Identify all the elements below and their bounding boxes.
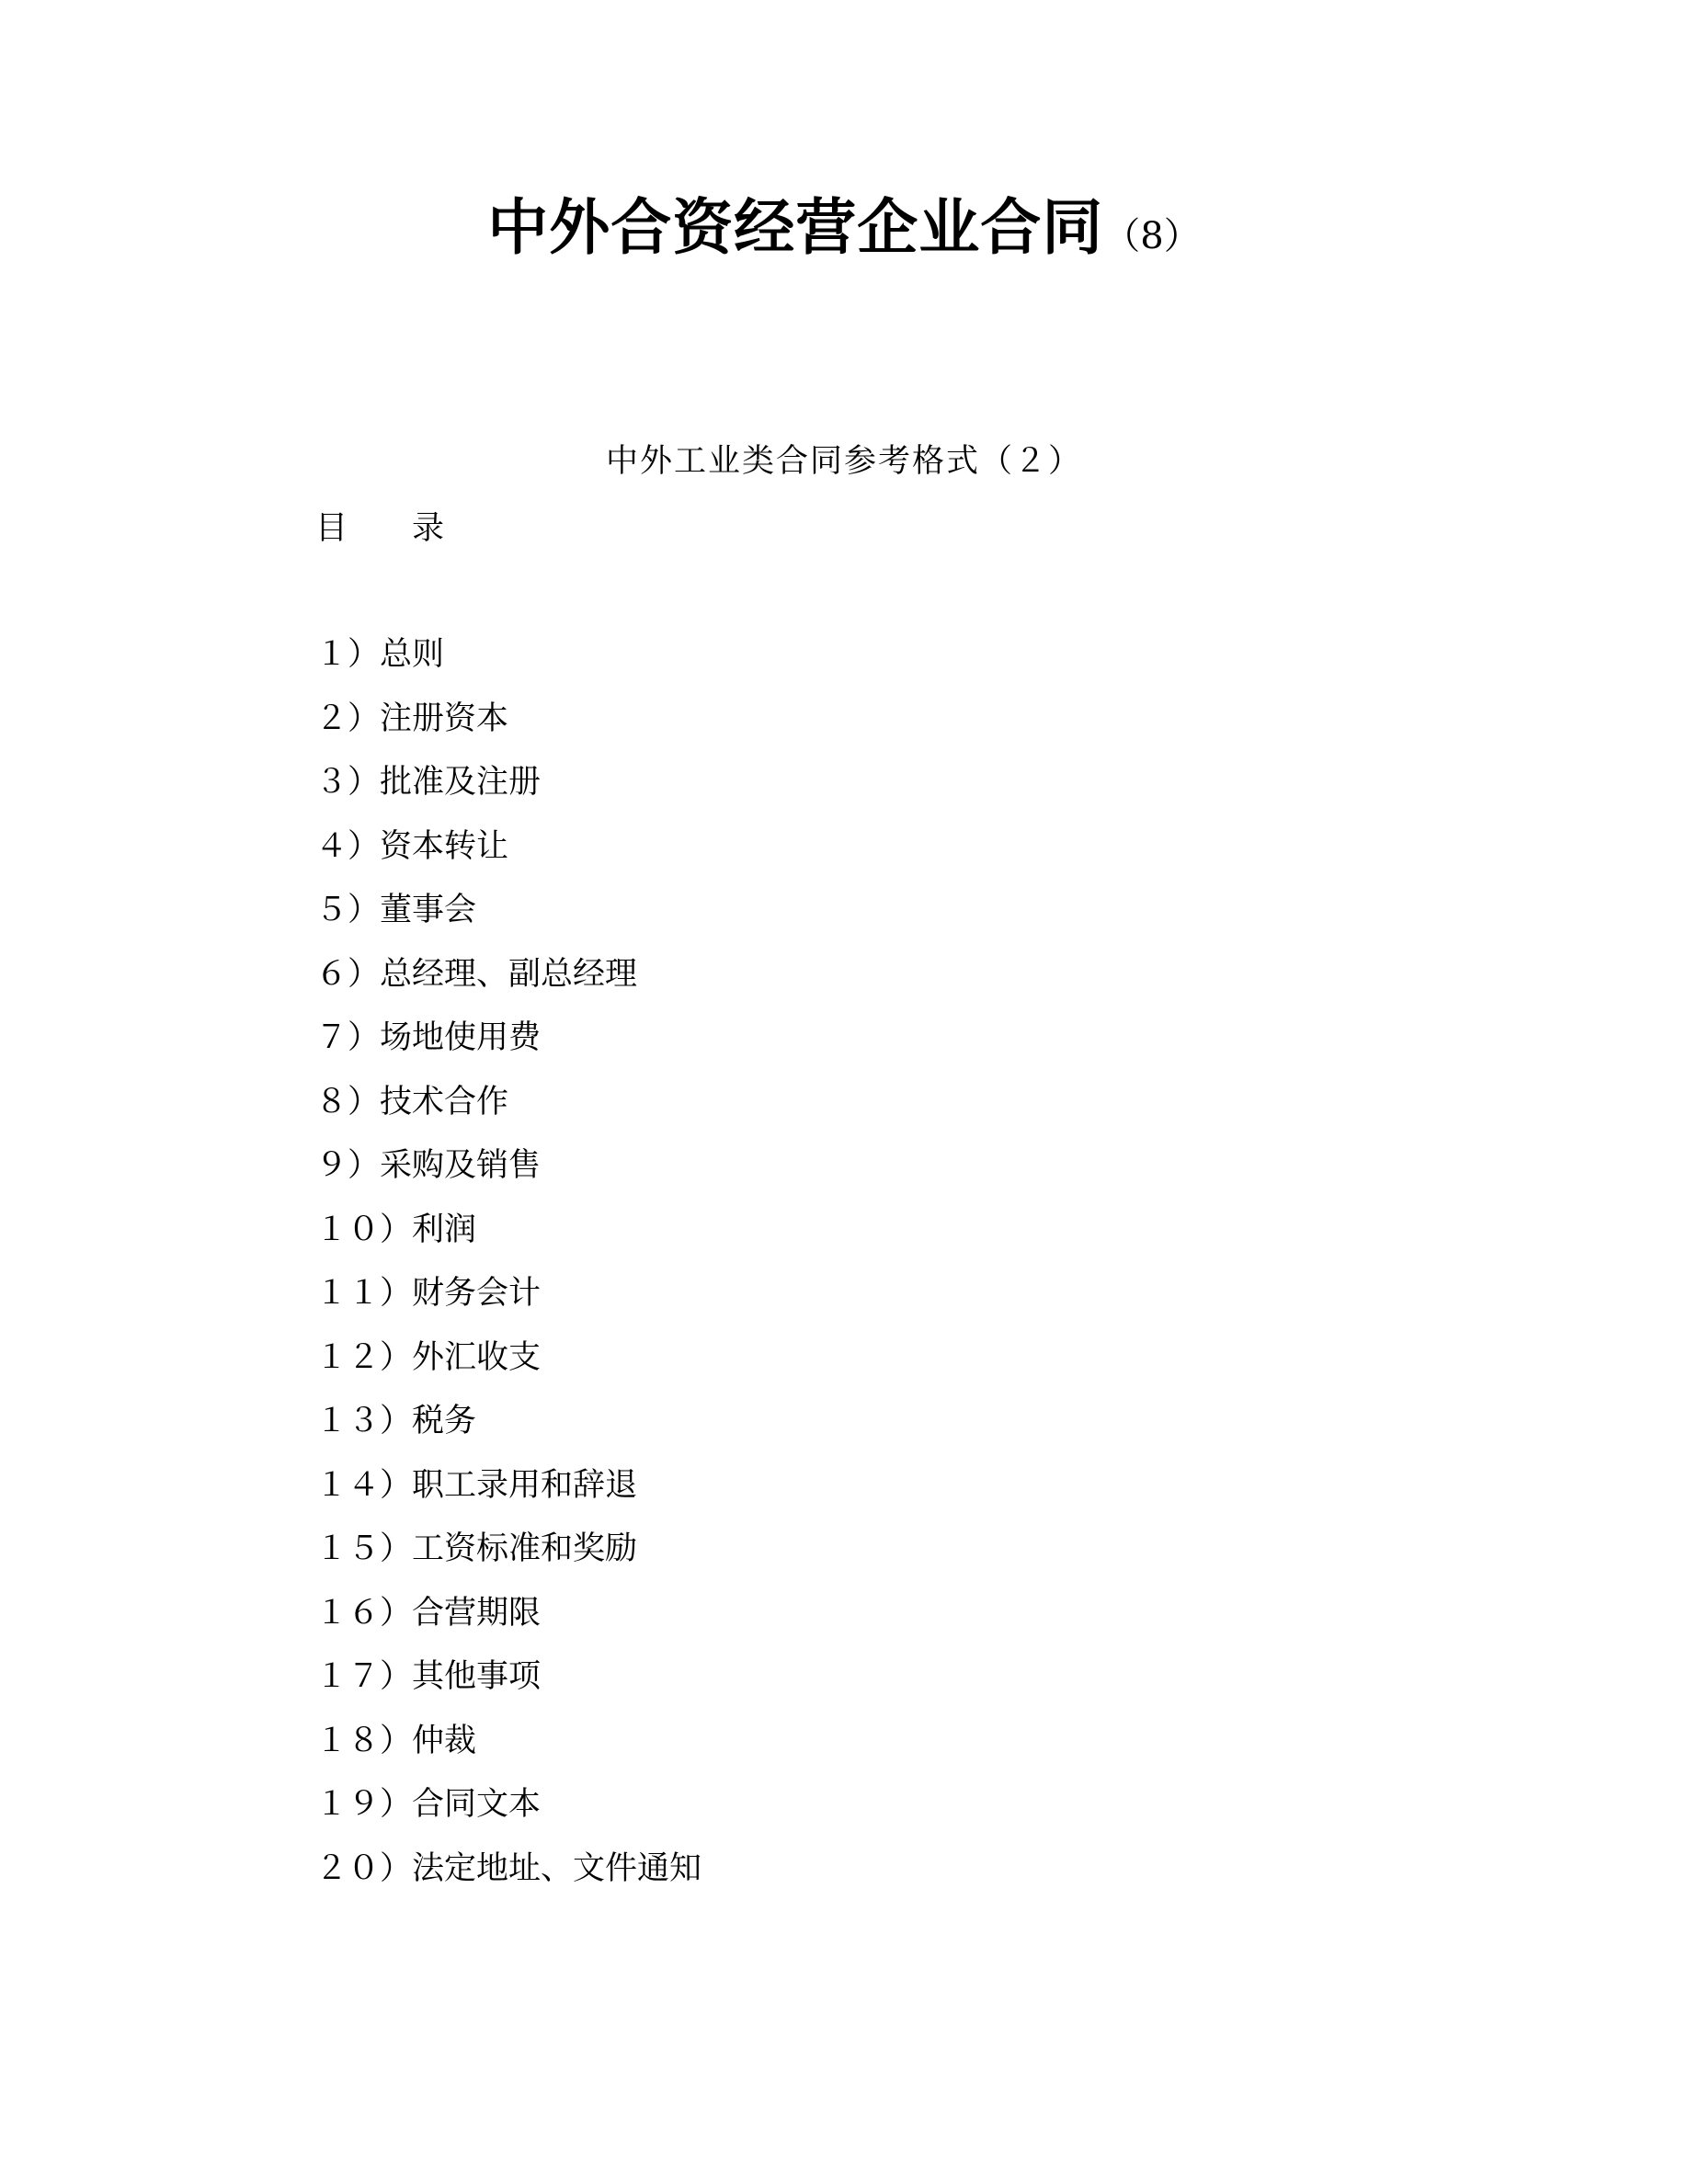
toc-item: １３）税务	[315, 1403, 477, 1439]
document-title	[0, 192, 1688, 263]
toc-item: １）总则	[315, 636, 445, 673]
toc-item: ４）资本转让	[315, 827, 509, 865]
toc-item: ８）技术合作	[315, 1083, 509, 1120]
toc-item: ９）采购及销售	[315, 1147, 542, 1184]
toc-item: １９）合同文本	[315, 1786, 542, 1823]
document-title-text: 中外合资经营企业合同	[487, 192, 1104, 263]
toc-item: １７）其他事项	[315, 1658, 542, 1695]
toc-item: ２）注册资本	[315, 700, 509, 737]
toc-item: ２０）法定地址、文件通知	[315, 1849, 702, 1887]
toc-item: １４）职工录用和辞退	[315, 1466, 638, 1504]
table-of-contents	[315, 634, 701, 1912]
toc-item: ６）总经理、副总经理	[315, 955, 638, 993]
document-subtitle: 中外工业类合同参考格式（２）	[605, 443, 1082, 480]
toc-item: ５）董事会	[315, 892, 477, 928]
toc-item: １２）外汇收支	[315, 1338, 542, 1376]
toc-item: １０）利润	[315, 1211, 477, 1248]
toc-item: １８）仲裁	[315, 1722, 477, 1759]
toc-item: ７）场地使用费	[315, 1019, 542, 1056]
toc-heading: 目 录	[315, 510, 445, 547]
toc-item: １６）合营期限	[315, 1594, 542, 1632]
toc-item: １１）财务会计	[315, 1275, 542, 1312]
toc-item: ３）批准及注册	[315, 764, 542, 801]
toc-item: １５）工资标准和奖励	[315, 1530, 638, 1567]
document-title-suffix: （8）	[1103, 215, 1201, 257]
